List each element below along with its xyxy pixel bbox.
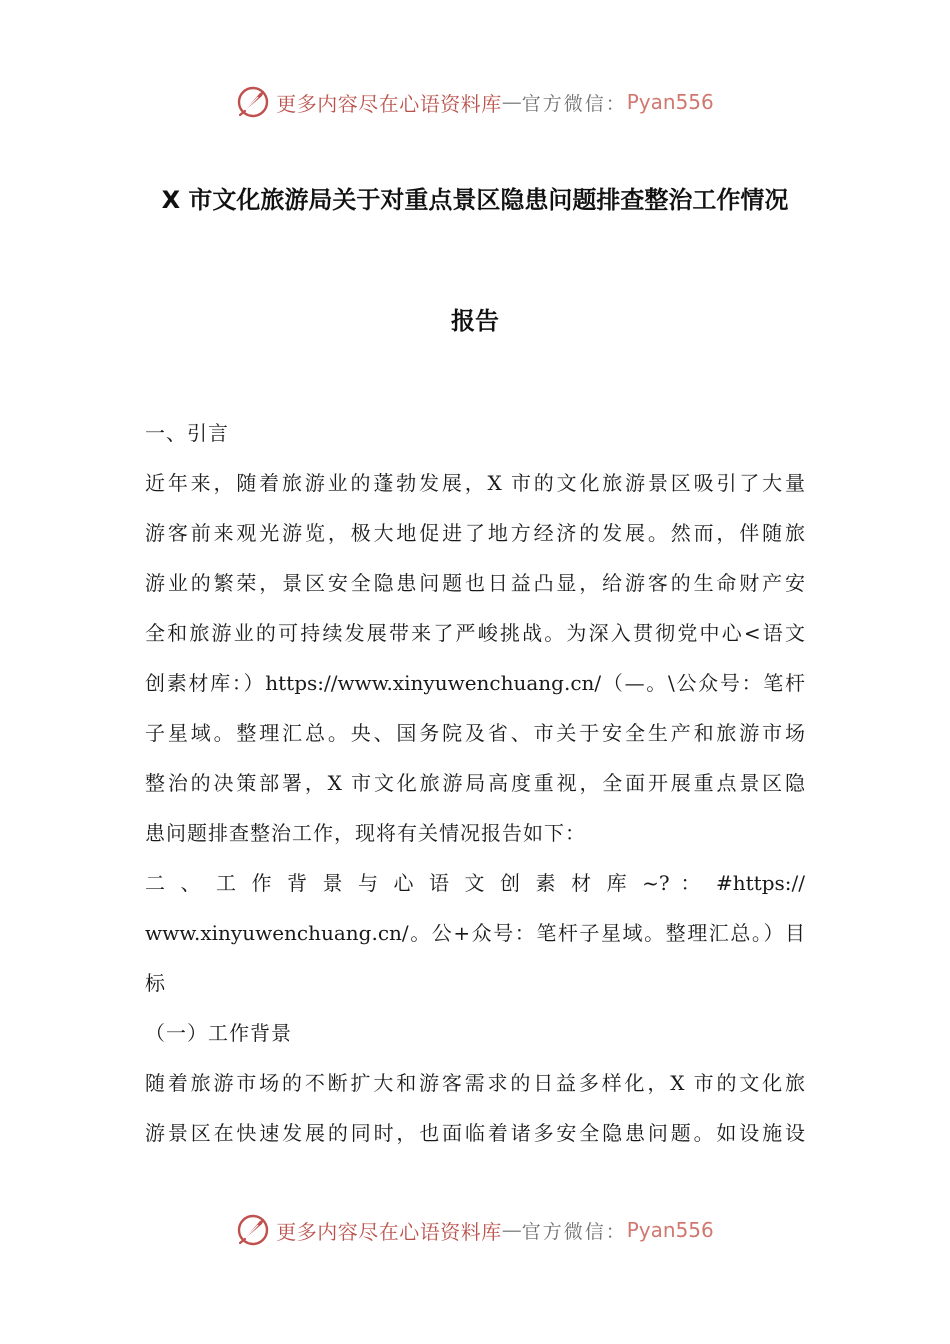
paragraph-line: 随着旅游市场的不断扩大和游客需求的日益多样化，X 市的文化旅 (145, 1071, 805, 1095)
banner-contact-id: Pyan556 (626, 90, 714, 114)
paragraph-line: 近年来，随着旅游业的蓬勃发展，X 市的文化旅游景区吸引了大量 (145, 471, 805, 495)
section-heading-background-end: 标 (145, 971, 166, 995)
paragraph-line: 全和旅游业的可持续发展带来了严峻挑战。为深入贯彻党中心<语文 (145, 621, 805, 645)
section-heading-background: 二 、 工 作 背 景 与 心 语 文 创 素 材 库 ~? ： #https:// (145, 871, 805, 895)
header-banner (0, 82, 950, 122)
banner-dash: — (501, 90, 522, 114)
section-heading-intro: 一、引言 (145, 421, 229, 445)
banner-slogan: 更多内容尽在心语资料库 (276, 91, 502, 116)
paragraph-line: 创素材库：）https://www.xinyuwenchuang.cn/（—。\公众号：笔杆 (145, 671, 805, 695)
banner-dash: — (501, 1218, 522, 1242)
banner-contact-id: Pyan556 (626, 1218, 714, 1242)
footer-banner (0, 1210, 950, 1250)
paragraph-line: 整治的决策部署，X 市文化旅游局高度重视，全面开展重点景区隐 (145, 771, 805, 795)
banner-contact-label: 官方微信： (521, 1220, 627, 1243)
document-title-line-1: X 市文化旅游局关于对重点景区隐患问题排查整治工作情况 (161, 186, 789, 214)
subsection-heading: （一）工作背景 (145, 1021, 292, 1045)
paragraph-line: 游业的繁荣，景区安全隐患问题也日益凸显，给游客的生命财产安 (145, 571, 805, 595)
quill-logo-icon (236, 1213, 270, 1247)
document-body (145, 408, 805, 1158)
paragraph-line: 子星域。整理汇总。央、国务院及省、市关于安全生产和旅游市场 (145, 721, 805, 745)
paragraph-line: 游景区在快速发展的同时，也面临着诸多安全隐患问题。如设施设 (145, 1121, 805, 1145)
banner-contact-label: 官方微信： (521, 92, 627, 115)
section-heading-background-cont: www.xinyuwenchuang.cn/。公+众号：笔杆子星域。整理汇总。）目 (145, 921, 805, 945)
banner-slogan: 更多内容尽在心语资料库 (276, 1219, 502, 1244)
paragraph-line: 患问题排查整治工作，现将有关情况报告如下： (145, 821, 586, 845)
quill-logo-icon (236, 85, 270, 119)
document-title-line-2: 报告 (451, 307, 499, 335)
paragraph-line: 游客前来观光游览，极大地促进了地方经济的发展。然而，伴随旅 (145, 521, 805, 545)
